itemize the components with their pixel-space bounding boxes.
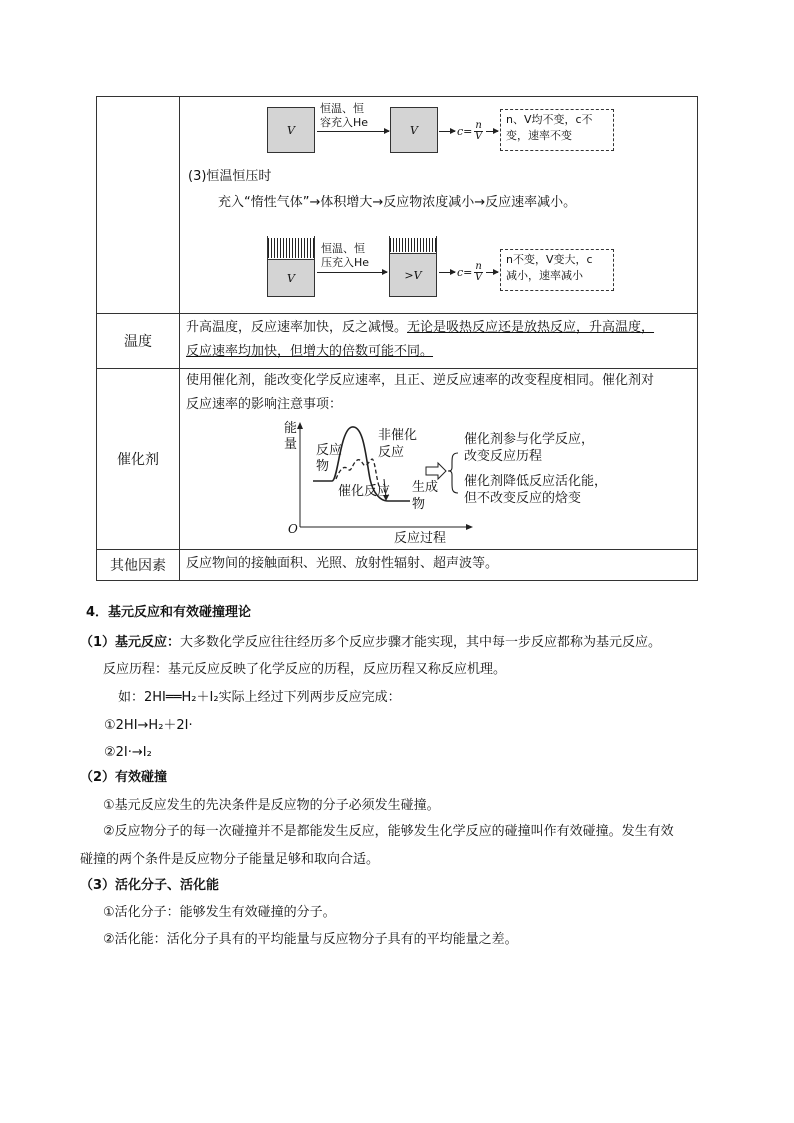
- other-factors-content: [180, 550, 698, 581]
- catalyst-note-2: 催化剂降低反应活化能， 但不改变反应的焓变: [464, 474, 608, 506]
- chart-origin: O: [288, 522, 298, 536]
- step-2: ②2I·→I₂: [104, 745, 152, 760]
- effective-collision-2b: 碰撞的两个条件是反应物分子能量足够和取向合适。: [80, 852, 380, 867]
- example-line: 如：2HI══H₂＋I₂实际上经过下列两步反应完成：: [118, 690, 401, 705]
- arrow-label-const-volume: 恒温、恒 容充入He: [320, 102, 369, 129]
- elementary-reaction-line: （1）基元反应：大多数化学反应往往经历多个反应步骤才能实现，其中每一步反应都称为基元反应。: [80, 635, 662, 650]
- note-brace: [448, 453, 458, 493]
- label-product: 生成 物: [412, 480, 439, 512]
- other-factors-label: 其他因素: [97, 550, 180, 581]
- section-4-title: 4．基元反应和有效碰撞理论: [86, 605, 252, 620]
- catalyst-content: [180, 369, 698, 550]
- label-catalyzed: 催化反应: [338, 484, 391, 499]
- reaction-mechanism-line: 反应历程：基元反应反映了化学反应的历程，反应历程又称反应机理。: [103, 662, 507, 677]
- note-box-const-pressure: n不变，V变大，c 减小，速率减小: [500, 249, 614, 291]
- label-reactant: 反应 物: [316, 443, 343, 474]
- label-noncatalyzed: 非催化 反应: [378, 428, 418, 460]
- note-box-const-volume: n、V均不变，c不 变，速率不变: [500, 109, 614, 151]
- x-axis-arrow: [466, 524, 473, 530]
- hollow-arrow: [426, 463, 446, 479]
- pressure-content-cell: V 恒温、恒 容充入He V c= $\frac{n}{V}$ n、V均不变，c不 变，速率不变 (3)恒温恒压时 充入“惰性气体”→体积增大→反应物浓度减小→反应速率减小。 V 恒温、恒 压充入He >V c= $\frac{n}{V}$ n不变，V变大，c 减小，速率减小: [180, 97, 698, 314]
- subheading-const-pressure: (3)恒温恒压时: [188, 169, 272, 184]
- temperature-text-plain: 升高温度，反应速率加快，反之减慢。: [186, 320, 408, 335]
- result-arrow-2: [439, 272, 455, 273]
- pressure-label-cell: [97, 97, 180, 314]
- note-arrow-2: [486, 272, 498, 273]
- arrow-label-const-pressure: 恒温、恒 压充入He: [321, 242, 370, 269]
- temperature-text-line2: 反应速率均加快，但增大的倍数可能不同。: [186, 344, 434, 359]
- const-pressure-text: 充入“惰性气体”→体积增大→反应物浓度减小→反应速率减小。: [218, 195, 577, 210]
- y-axis-arrow: [297, 422, 303, 429]
- container-box-after: V: [390, 107, 438, 153]
- concentration-formula: c= $\frac{n}{V}$: [457, 120, 483, 142]
- container-box-initial: V: [267, 107, 315, 153]
- effective-collision-heading: （2）有效碰撞: [80, 770, 168, 785]
- temperature-content: [180, 314, 698, 369]
- chart-y-label: 能 量: [284, 421, 298, 452]
- chart-x-label: 反应过程: [394, 531, 447, 546]
- effective-collision-2a: ②反应物分子的每一次碰撞并不是都能发生反应，能够发生化学反应的碰撞叫作有效碰撞。发生有效: [103, 824, 674, 839]
- other-factors-text: 反应物间的接触面积、光照、放射性辐射、超声波等。: [186, 556, 499, 571]
- effective-collision-1: ①基元反应发生的先决条件是反应物的分子必须发生碰撞。: [103, 798, 440, 813]
- temperature-text-underlined: 无论是吸热反应还是放热反应，升高温度，: [407, 320, 655, 335]
- concentration-formula-2: c= $\frac{n}{V}$: [457, 261, 483, 283]
- process-arrow: [317, 131, 389, 132]
- activated-molecules-1: ①活化分子：能够发生有效碰撞的分子。: [103, 905, 336, 920]
- activation-energy-2: ②活化能：活化分子具有的平均能量与反应物分子具有的平均能量之差。: [103, 932, 518, 947]
- catalyst-text-line2: 反应速率的影响注意事项：: [186, 397, 343, 412]
- step-1: ①2HI→H₂＋2I·: [104, 718, 193, 733]
- result-arrow: [439, 131, 455, 132]
- process-arrow-2: [317, 272, 387, 273]
- catalyst-note-1: 催化剂参与化学反应， 改变反应历程: [464, 432, 595, 464]
- factor-table: [96, 96, 698, 581]
- temperature-label: 温度: [97, 314, 180, 369]
- activated-molecules-heading: （3）活化分子、活化能: [80, 878, 220, 893]
- catalyst-label: 催化剂: [97, 369, 180, 550]
- catalyst-text-line1: 使用催化剂，能改变化学反应速率，且正、逆反应速率的改变程度相同。催化剂对: [186, 373, 655, 388]
- note-arrow: [486, 131, 498, 132]
